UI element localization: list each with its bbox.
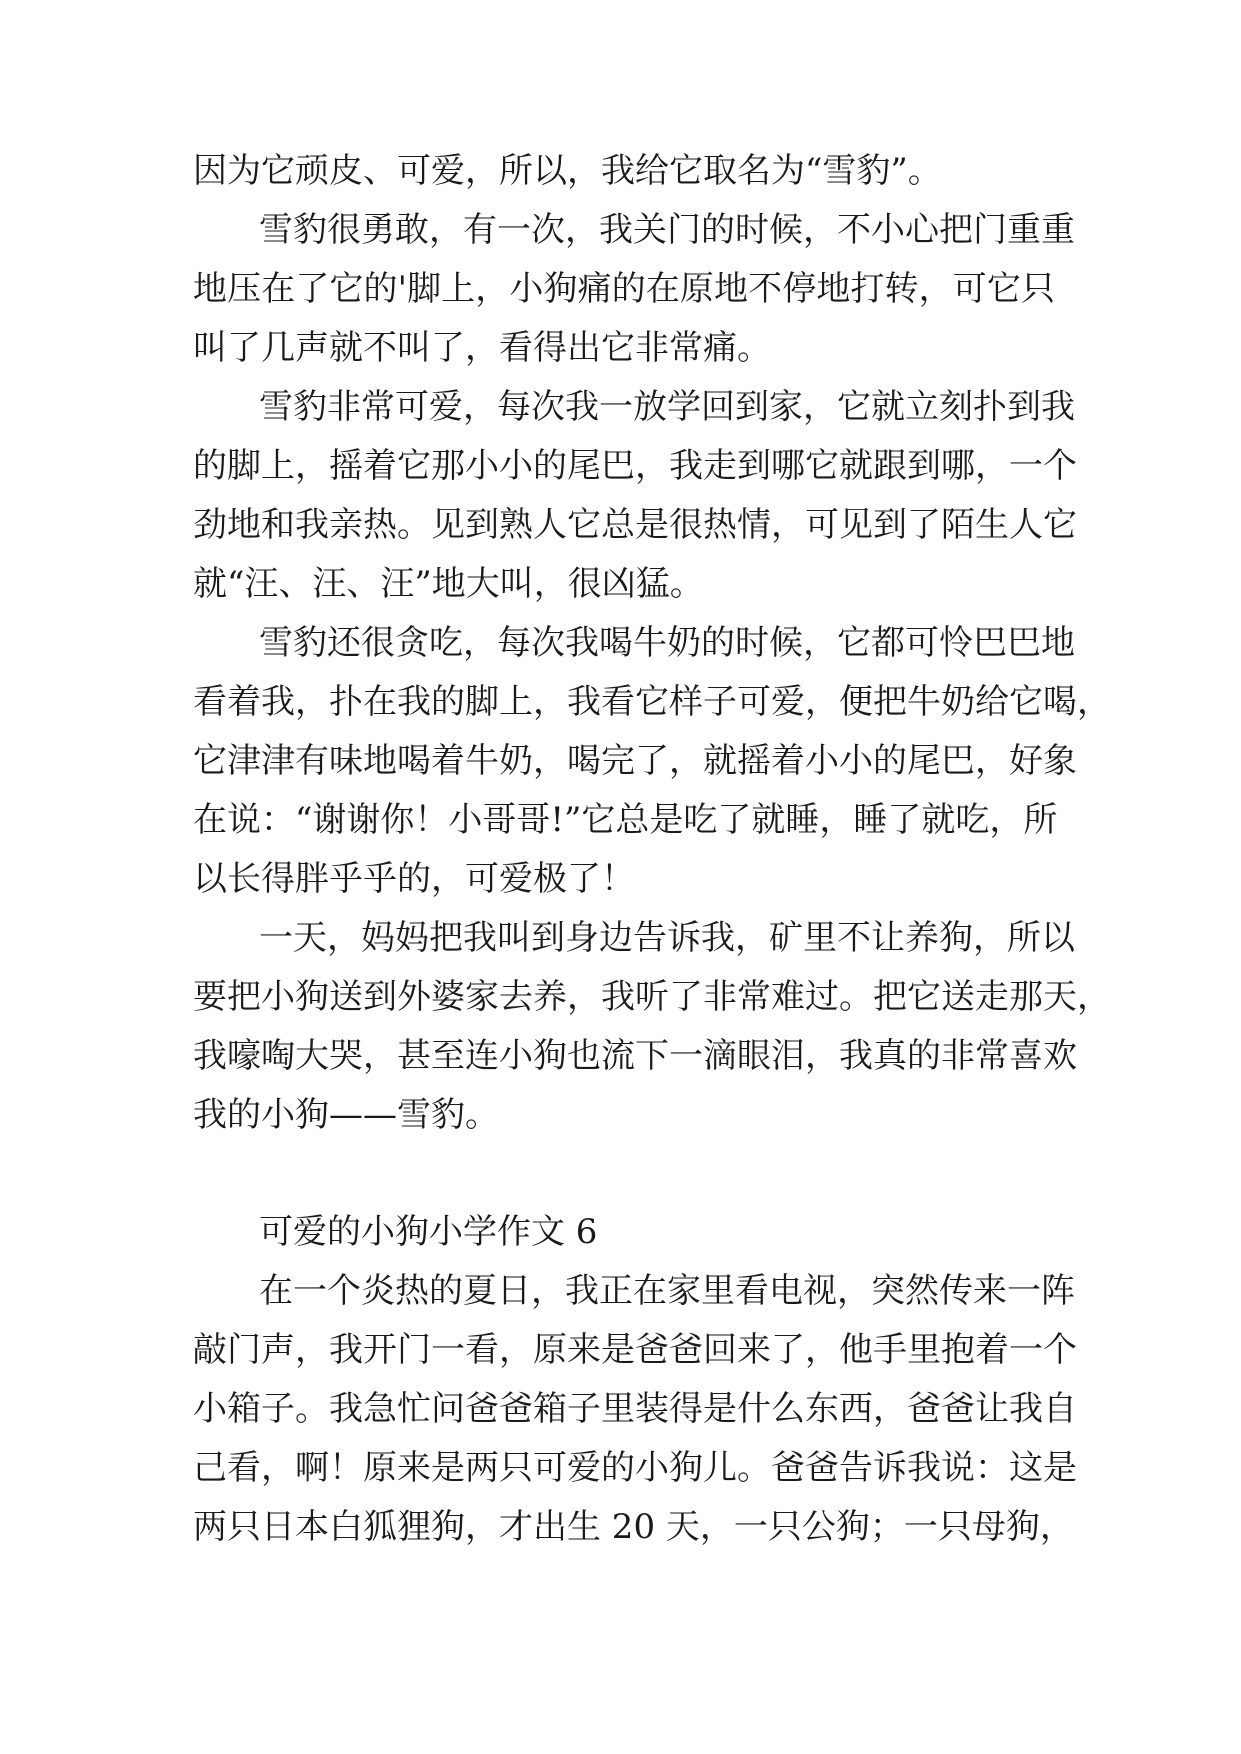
text-line: 己看，啊！原来是两只可爱的小狗儿。爸爸告诉我说：这是 <box>193 1448 1077 1488</box>
text-line: 叫了几声就不叫了，看得出它非常痛。 <box>193 328 771 368</box>
text-line: 就“汪、汪、汪”地大叫，很凶猛。 <box>193 564 704 604</box>
text-line: 因为它顽皮、可爱，所以，我给它取名为“雪豹”。 <box>193 151 942 191</box>
text-line: 雪豹非常可爱，每次我一放学回到家，它就立刻扑到我 <box>259 387 1075 427</box>
text-line: 小箱子。我急忙问爸爸箱子里装得是什么东西，爸爸让我自 <box>193 1389 1077 1429</box>
text-line: 地压在了它的'脚上，小狗痛的在原地不停地打转，可它只 <box>193 269 1055 309</box>
text-line: 的脚上，摇着它那小小的尾巴，我走到哪它就跟到哪，一个 <box>193 446 1077 486</box>
text-line: 一天，妈妈把我叫到身边告诉我，矿里不让养狗，所以 <box>259 918 1075 958</box>
text-line: 要把小狗送到外婆家去养，我听了非常难过。把它送走那天， <box>193 977 1111 1017</box>
text-line: 敲门声，我开门一看，原来是爸爸回来了，他手里抱着一个 <box>193 1330 1077 1370</box>
section-heading: 可爱的小狗小学作文 6 <box>259 1212 598 1252</box>
text-line: 雪豹还很贪吃，每次我喝牛奶的时候，它都可怜巴巴地 <box>259 623 1075 663</box>
text-line: 劲地和我亲热。见到熟人它总是很热情，可见到了陌生人它 <box>193 505 1077 545</box>
text-line: 我嚎啕大哭，甚至连小狗也流下一滴眼泪，我真的非常喜欢 <box>193 1036 1077 1076</box>
text-line: 在一个炎热的夏日，我正在家里看电视，突然传来一阵 <box>259 1271 1075 1311</box>
text-line: 它津津有味地喝着牛奶，喝完了，就摇着小小的尾巴，好象 <box>193 741 1077 781</box>
text-line: 看着我，扑在我的脚上，我看它样子可爱，便把牛奶给它喝， <box>193 682 1111 722</box>
text-line: 两只日本白狐狸狗，才出生 20 天，一只公狗；一只母狗， <box>193 1507 1074 1547</box>
text-line: 雪豹很勇敢，有一次，我关门的时候，不小心把门重重 <box>259 210 1075 250</box>
text-line: 在说：“谢谢你！小哥哥!”它总是吃了就睡，睡了就吃，所 <box>193 800 1058 840</box>
text-line: 以长得胖乎乎的，可爱极了！ <box>193 859 635 899</box>
text-line: 我的小狗——雪豹。 <box>193 1095 499 1135</box>
